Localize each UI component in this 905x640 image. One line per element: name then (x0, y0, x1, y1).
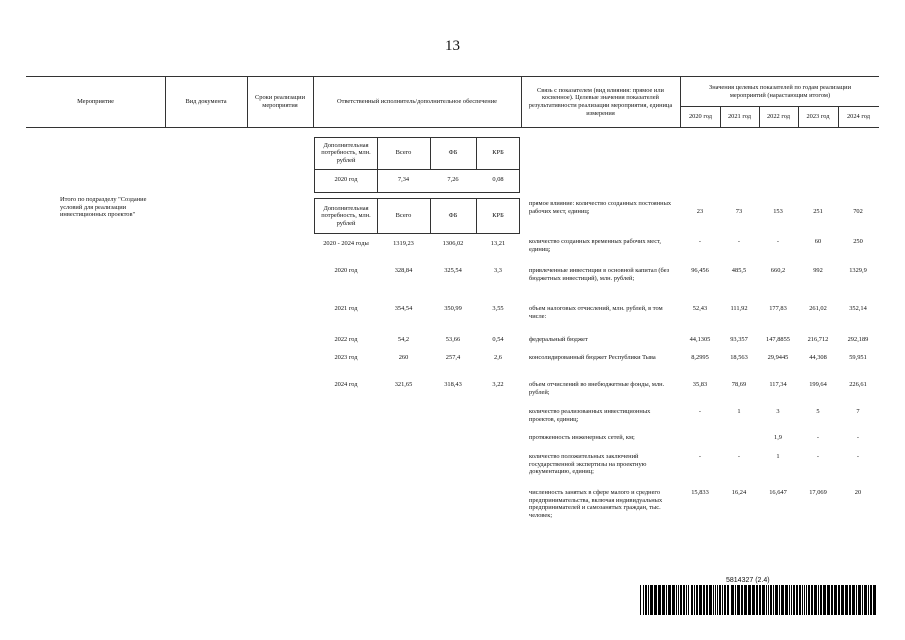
indicator-label: количество положительных заключений государственной экспертизы на проектную документацию, единиц; (529, 453, 647, 476)
header-divider (247, 76, 248, 127)
barcode-bar (799, 585, 801, 615)
funding-2-fb: 325,54 (444, 267, 462, 274)
funding-2-total: 354,54 (394, 305, 413, 312)
funding-1-krb: 0,08 (492, 176, 504, 184)
indicator-value: 96,456 (691, 267, 709, 274)
indicator-value: - (737, 238, 741, 245)
indicator-value: - (737, 453, 741, 460)
barcode-bar (781, 585, 784, 615)
indicator-value: 52,43 (692, 305, 708, 312)
barcode-bar (802, 585, 803, 615)
section-title: Итого по подразделу "Создание условий для реализации инвестиционных проектов" (60, 196, 147, 219)
barcode-bar (688, 585, 689, 615)
indicator-value: - (856, 453, 860, 460)
indicator-value: 147,8855 (766, 336, 790, 343)
barcode-bar (762, 585, 765, 615)
barcode-bar (737, 585, 740, 615)
barcode-bar (709, 585, 712, 615)
funding-2-year: 2024 год (334, 381, 358, 388)
indicator-value: 251 (813, 208, 823, 215)
barcode-bar (691, 585, 693, 615)
indicator-value: 261,02 (809, 305, 827, 312)
funding-1-fb: 7,26 (447, 176, 459, 184)
indicator-value: 18,563 (730, 354, 748, 361)
barcode-bar (806, 585, 807, 615)
indicator-value: 226,61 (849, 381, 867, 388)
barcode-bar (727, 585, 729, 615)
header-responsible: Ответственный исполнитель/дополнительное обеспечение (337, 97, 497, 105)
indicator-value: 352,14 (849, 305, 867, 312)
barcode-bar (645, 585, 647, 615)
indicator-value: 1 (776, 453, 780, 460)
barcode-bar (640, 585, 641, 615)
barcode-bar (680, 585, 682, 615)
funding-2-year: 2022 год (334, 336, 358, 343)
header-target-values: Значения целевых показателей по годам реализации мероприятий (нарастающим итогом) (709, 83, 851, 99)
header-indicator-link: Связь с показателем (вид влияния: прямое или косвенное). Целевые значения показателей результативности реализации мероприятия, единица измерения (528, 86, 673, 117)
header-year-2023: 2023 год (806, 112, 830, 120)
barcode-bar (773, 585, 774, 615)
barcode-bar (785, 585, 788, 615)
indicator-value: 7 (856, 408, 860, 415)
indicator-value: 73 (735, 208, 743, 215)
funding-2-head-fb: ФБ (448, 212, 458, 220)
barcode-bar (793, 585, 795, 615)
barcode-bar (706, 585, 708, 615)
barcode-bar (722, 585, 723, 615)
barcode-bar (668, 585, 671, 615)
barcode-bar (814, 585, 817, 615)
indicator-value: 44,308 (809, 354, 827, 361)
funding-2-total: 1319,23 (393, 240, 414, 247)
indicator-label: количество созданных временных рабочих мест, единиц; (529, 238, 661, 253)
barcode-bar (654, 585, 657, 615)
header-deadlines: Сроки реализации мероприятия (254, 93, 305, 109)
barcode-bar (766, 585, 767, 615)
indicator-value: 1329,9 (849, 267, 867, 274)
indicator-value: 16,24 (731, 489, 747, 496)
indicator-value: 992 (813, 267, 823, 274)
indicator-value: 292,189 (847, 336, 869, 343)
barcode-bar (713, 585, 714, 615)
barcode-bar (770, 585, 772, 615)
barcode-bar (841, 585, 844, 615)
barcode-bar (820, 585, 822, 615)
funding-2-total: 321,65 (394, 381, 413, 388)
funding-2-year: 2023 год (334, 354, 358, 361)
barcode-bar (748, 585, 751, 615)
indicator-value: 8,2995 (691, 354, 709, 361)
barcode-bar (858, 585, 861, 615)
indicator-value: 60 (814, 238, 822, 245)
header-event: Мероприятие (77, 97, 114, 105)
indicator-value: 17,069 (809, 489, 827, 496)
indicator-value: 3 (776, 408, 780, 415)
funding-2-krb: 0,54 (492, 336, 504, 343)
indicator-value: 153 (773, 208, 783, 215)
indicator-value: 16,647 (769, 489, 787, 496)
indicator-value: - (698, 238, 702, 245)
indicator-value: 250 (853, 238, 863, 245)
barcode-bar (768, 585, 769, 615)
indicator-label: количество реализованных инвестиционных проектов, единиц; (529, 408, 651, 423)
indicator-value: 177,83 (769, 305, 787, 312)
barcode-bar (873, 585, 876, 615)
funding-2-head-total: Всего (395, 212, 412, 220)
barcode-bar (823, 585, 826, 615)
funding-2-year: 2020 - 2024 годы (323, 240, 369, 247)
header-year-2022: 2022 год (766, 112, 791, 120)
barcode-bar (827, 585, 830, 615)
barcode-bar (775, 585, 778, 615)
funding-1-year: 2020 год (334, 176, 358, 184)
funding-2-krb: 3,55 (492, 305, 504, 312)
funding-2-total: 54,2 (397, 336, 410, 343)
barcode-bar (666, 585, 667, 615)
indicator-label: привлеченные инвестиции в основной капитал (без бюджетных инвестиций), млн. рублей; (529, 267, 670, 282)
indicator-value: 5 (816, 408, 820, 415)
header-year-2021: 2021 год (727, 112, 752, 120)
barcode-bar (662, 585, 665, 615)
header-year-2020: 2020 год (688, 112, 713, 120)
barcode-bar (678, 585, 679, 615)
header-year-2024: 2024 год (846, 112, 871, 120)
funding-1-head-krb: КРБ (492, 149, 504, 157)
indicator-value: 702 (853, 208, 863, 215)
indicator-label: объем налоговых отчислений, млн. рублей, в том числе: (529, 305, 663, 320)
barcode-bar (731, 585, 734, 615)
header-doc-type: Вид документа (185, 97, 227, 105)
indicator-value: 111,92 (730, 305, 748, 312)
indicator-label: протяженность инженерных сетей, км; (529, 434, 635, 441)
barcode-bar (752, 585, 755, 615)
funding-1-head-need: Дополнительная потребность, млн. рублей (321, 141, 371, 164)
barcode-bar (699, 585, 702, 615)
funding-1-head-total: Всего (395, 149, 412, 157)
barcode-bar (648, 585, 649, 615)
barcode-bar (804, 585, 805, 615)
indicator-label: прямое влияние: количество созданных постоянных рабочих мест, единиц; (529, 200, 672, 215)
barcode-bar (845, 585, 848, 615)
barcode-bar (694, 585, 695, 615)
indicator-value: 93,357 (730, 336, 748, 343)
barcode-bar (741, 585, 743, 615)
header-bottom-rule (26, 127, 879, 128)
barcode-bar (759, 585, 761, 615)
barcode-bar (715, 585, 716, 615)
header-divider (521, 76, 522, 127)
barcode-bar (831, 585, 833, 615)
funding-2-krb: 13,21 (490, 240, 506, 247)
funding-2-fb: 257,4 (445, 354, 461, 361)
indicator-value: - (776, 238, 780, 245)
barcode (640, 585, 878, 617)
funding-2-fb: 53,66 (445, 336, 461, 343)
funding-2-year: 2020 год (334, 267, 358, 274)
indicator-value: 44,1305 (689, 336, 711, 343)
indicator-value: 29,9445 (767, 354, 789, 361)
indicator-label: численность занятых в сфере малого и среднего предпринимательства, включая индивидуальных предпринимателей и самозанятых граждан, тыс. человек; (529, 489, 663, 519)
barcode-bar (683, 585, 685, 615)
funding-1-total: 7,34 (397, 176, 410, 184)
barcode-bar (686, 585, 687, 615)
funding-1-head-fb: ФБ (448, 149, 458, 157)
indicator-value: 199,64 (809, 381, 827, 388)
funding-2-total: 328,84 (394, 267, 413, 274)
indicator-value: 20 (854, 489, 862, 496)
barcode-bar (849, 585, 851, 615)
funding-table-1-rule (314, 169, 520, 170)
indicator-value: - (698, 453, 702, 460)
barcode-bar (808, 585, 810, 615)
indicator-value: 216,712 (807, 336, 829, 343)
indicator-value: - (698, 408, 702, 415)
indicator-value: 15,833 (691, 489, 709, 496)
indicator-value: - (816, 434, 820, 441)
funding-2-krb: 2,6 (494, 354, 502, 361)
barcode-bar (852, 585, 855, 615)
barcode-bar (717, 585, 718, 615)
barcode-bar (703, 585, 705, 615)
funding-2-head-need: Дополнительная потребность, млн. рублей (321, 204, 371, 227)
barcode-bar (838, 585, 840, 615)
funding-2-year: 2021 год (334, 305, 358, 312)
funding-2-krb: 3,3 (494, 267, 502, 274)
barcode-bar (744, 585, 747, 615)
barcode-bar (735, 585, 736, 615)
funding-2-krb: 3,22 (492, 381, 504, 388)
barcode-bar (658, 585, 661, 615)
barcode-bar (862, 585, 863, 615)
barcode-bar (643, 585, 644, 615)
barcode-bar (789, 585, 790, 615)
indicator-value: - (816, 453, 820, 460)
indicator-value: 660,2 (770, 267, 786, 274)
barcode-bar (650, 585, 653, 615)
indicator-value: 485,5 (731, 267, 747, 274)
indicator-value: 59,951 (849, 354, 867, 361)
barcode-bar (811, 585, 813, 615)
indicator-label: федеральный бюджет (529, 336, 588, 343)
barcode-bar (719, 585, 721, 615)
barcode-bar (791, 585, 792, 615)
indicator-label: консолидированный бюджет Республики Тыва (529, 354, 656, 361)
barcode-bar (864, 585, 867, 615)
barcode-bar (779, 585, 780, 615)
funding-2-total: 260 (398, 354, 409, 361)
barcode-bar (724, 585, 726, 615)
barcode-number: 5814327 (2.4) (726, 577, 770, 584)
indicator-value: 1,9 (774, 434, 782, 441)
indicator-value: 1 (737, 408, 741, 415)
barcode-bar (676, 585, 677, 615)
barcode-bar (796, 585, 798, 615)
indicator-value: 23 (696, 208, 704, 215)
barcode-bar (696, 585, 698, 615)
indicator-value: - (856, 434, 860, 441)
barcode-bar (818, 585, 819, 615)
indicator-value: 117,34 (769, 381, 787, 388)
funding-2-head-krb: КРБ (492, 212, 504, 220)
funding-2-fb: 318,43 (444, 381, 462, 388)
funding-2-fb: 1306,02 (442, 240, 464, 247)
barcode-bar (868, 585, 869, 615)
barcode-bar (834, 585, 837, 615)
indicator-value: 78,69 (731, 381, 747, 388)
indicator-label: объем отчислений во внебюджетные фонды, млн. рублей; (529, 381, 665, 396)
funding-2-fb: 350,99 (444, 305, 462, 312)
indicator-value: 35,83 (692, 381, 708, 388)
barcode-bar (856, 585, 857, 615)
page-number: 13 (445, 38, 460, 54)
barcode-bar (672, 585, 675, 615)
barcode-bar (756, 585, 758, 615)
barcode-bar (870, 585, 872, 615)
